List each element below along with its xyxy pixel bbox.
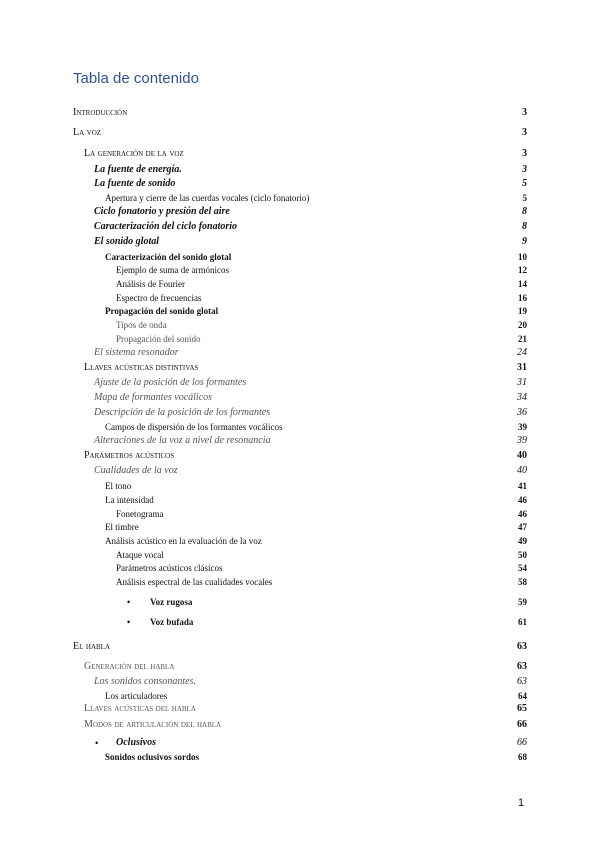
toc-entry-fuente-energia[interactable] — [0, 163, 600, 177]
toc-entry-llaves-acusticas[interactable] — [0, 361, 600, 375]
toc-entry-page: 3 — [522, 164, 527, 175]
toc-entry-label: Propagación del sonido glotal — [105, 306, 219, 316]
toc-entry-voz-bufada[interactable] — [0, 615, 600, 629]
toc-entry-label: Ejemplo de suma de armónicos — [116, 265, 229, 275]
toc-entry-oclusivos-sordos[interactable] — [0, 750, 600, 764]
toc-entry-label: Ciclo fonatorio y presión del aire — [94, 206, 230, 217]
toc-entry-page: 50 — [518, 550, 527, 560]
toc-entry-modos-articulacion[interactable] — [0, 718, 600, 732]
toc-entry-campos-dispersion[interactable] — [0, 420, 600, 434]
toc-entry-generacion-voz[interactable] — [0, 147, 600, 161]
toc-entry-label: Los articuladores — [105, 691, 168, 701]
toc-entry-label: Propagación del sonido — [116, 334, 201, 344]
bullet-icon: • — [127, 617, 131, 627]
toc-entry-label: Fonetograma — [116, 509, 164, 519]
toc-entry-page: 66 — [517, 719, 527, 730]
toc-entry-page: 24 — [517, 347, 527, 358]
toc-entry-label: Alteraciones de la voz a nivel de resonancia — [94, 435, 271, 446]
bullet-icon: • — [127, 597, 131, 607]
toc-entry-label: Tipos de onda — [116, 320, 167, 330]
toc-entry-fonetograma[interactable] — [0, 507, 600, 521]
toc-entry-label: Ajuste de la posición de los formantes — [94, 377, 247, 388]
toc-entry-page: 5 — [522, 193, 527, 203]
toc-entry-page: 46 — [518, 495, 527, 505]
toc-entry-page: 46 — [518, 509, 527, 519]
toc-entry-parametros-acusticos[interactable] — [0, 449, 600, 463]
toc-entry-mapa-formantes[interactable] — [0, 391, 600, 405]
toc-entry-apertura-cierre[interactable] — [0, 191, 600, 205]
toc-entry-label: El timbre — [105, 522, 139, 532]
toc-entry-label: El sistema resonador — [94, 347, 179, 358]
toc-entry-page: 63 — [517, 676, 527, 687]
toc-entry-label: El sonido glotal — [94, 236, 160, 247]
toc-entry-page: 47 — [518, 522, 527, 532]
toc-entry-label: Los sonidos consonantes. — [94, 676, 196, 687]
toc-entry-page: 36 — [517, 407, 527, 418]
toc-entry-caracterizacion-sonido[interactable] — [0, 250, 600, 264]
toc-entry-sonidos-consonantes[interactable] — [0, 675, 600, 689]
toc-entry-cualidades-voz[interactable] — [0, 464, 600, 478]
toc-entry-page: 3 — [522, 107, 527, 118]
toc-entry-label: Ataque vocal — [116, 550, 164, 560]
toc-entry-label: Cualidades de la voz — [94, 465, 178, 476]
toc-entry-ataque-vocal[interactable] — [0, 548, 600, 562]
page-number: 1 — [518, 797, 525, 809]
toc-entry-label: Análisis de Fourier — [116, 279, 185, 289]
toc-entry-introduccion[interactable] — [0, 106, 600, 120]
toc-entry-page: 5 — [522, 178, 527, 189]
toc-entry-page: 63 — [517, 641, 527, 652]
toc-entry-page: 39 — [517, 435, 527, 446]
toc-entry-label: La voz — [73, 127, 102, 138]
toc-entry-label: Análisis espectral de las cualidades vocales — [116, 577, 273, 587]
toc-entry-label: Voz bufada — [150, 617, 194, 627]
toc-entry-page: 64 — [518, 691, 527, 701]
toc-entry-label: Espectro de frecuencias — [116, 293, 202, 303]
toc-entry-sonido-glotal[interactable] — [0, 235, 600, 249]
toc-entry-page: 21 — [518, 334, 527, 344]
toc-entry-el-tono[interactable] — [0, 479, 600, 493]
toc-entry-oclusivos[interactable] — [0, 736, 600, 750]
toc-entry-el-timbre[interactable] — [0, 520, 600, 534]
toc-entry-page: 59 — [518, 597, 527, 607]
toc-entry-label: Análisis acústico en la evaluación de la voz — [105, 536, 262, 546]
toc-entry-page: 41 — [518, 481, 527, 491]
toc-entry-label: Mapa de formantes vocálicos — [94, 392, 213, 403]
toc-entry-la-voz[interactable] — [0, 126, 600, 140]
toc-entry-label: La fuente de energía. — [94, 164, 182, 175]
toc-entry-page: 66 — [517, 737, 527, 748]
toc-entry-label: La generación de la voz — [84, 148, 184, 159]
toc-entry-alteraciones-voz[interactable] — [0, 434, 600, 448]
toc-entry-sistema-resonador[interactable] — [0, 346, 600, 360]
toc-entry-analisis-acustico[interactable] — [0, 534, 600, 548]
toc-entry-label: Parámetros acústicos clásicos — [116, 563, 223, 573]
toc-entry-page: 49 — [518, 536, 527, 546]
toc-entry-label: El tono — [105, 481, 132, 491]
bullet-icon: • — [95, 738, 99, 748]
toc-entry-page: 8 — [522, 221, 527, 232]
toc-entry-label: Caracterización del ciclo fonatorio — [94, 221, 238, 232]
toc-entry-analisis-fourier[interactable] — [0, 277, 600, 291]
toc-title: Tabla de contenido — [73, 70, 199, 87]
toc-entry-label: Modos de articulación del habla — [84, 719, 222, 730]
toc-entry-propagacion-glotal[interactable] — [0, 304, 600, 318]
toc-entry-page: 63 — [517, 661, 527, 672]
toc-entry-label: La fuente de sonido — [94, 178, 176, 189]
toc-entry-label: Voz rugosa — [150, 597, 193, 607]
toc-entry-label: Campos de dispersión de los formantes vocálicos — [105, 422, 283, 432]
toc-entry-tipos-onda[interactable] — [0, 318, 600, 332]
toc-entry-ajuste-formantes[interactable] — [0, 376, 600, 390]
toc-entry-label: Apertura y cierre de las cuerdas vocales (ciclo fonatorio) — [105, 193, 310, 203]
toc-entry-page: 20 — [518, 320, 527, 330]
toc-entry-ciclo-presion[interactable] — [0, 205, 600, 219]
toc-entry-page: 40 — [517, 465, 527, 476]
toc-entry-page: 39 — [518, 422, 527, 432]
toc-entry-label: Parámetros acústicos — [84, 450, 175, 461]
toc-entry-page: 58 — [518, 577, 527, 587]
toc-entry-label: Sonidos oclusivos sordos — [105, 752, 200, 762]
toc-entry-label: La intensidad — [105, 495, 154, 505]
toc-entry-label: Oclusivos — [116, 737, 156, 748]
toc-entry-caracterizacion-ciclo[interactable] — [0, 220, 600, 234]
toc-entry-page: 61 — [518, 617, 527, 627]
toc-entry-generacion-habla[interactable] — [0, 660, 600, 674]
toc-entry-page: 31 — [517, 377, 527, 388]
toc-entry-label: Llaves acústicas distintivas — [84, 362, 199, 373]
toc-entry-page: 8 — [522, 206, 527, 217]
toc-entry-descripcion-formantes[interactable] — [0, 406, 600, 420]
toc-entry-page: 34 — [517, 392, 527, 403]
toc-entry-el-habla[interactable] — [0, 640, 600, 654]
toc-entry-page: 40 — [517, 450, 527, 461]
toc-entry-label: Generación del habla — [84, 661, 175, 672]
toc-entry-suma-armonicos[interactable] — [0, 263, 600, 277]
toc-entry-label: Llaves acústicas del habla — [84, 703, 196, 714]
toc-entry-page: 19 — [518, 306, 527, 316]
toc-entry-page: 54 — [518, 563, 527, 573]
toc-entry-articuladores[interactable] — [0, 689, 600, 703]
toc-entry-voz-rugosa[interactable] — [0, 595, 600, 609]
toc-entry-page: 14 — [518, 279, 527, 289]
toc-entry-llaves-habla[interactable] — [0, 702, 600, 716]
toc-entry-page: 65 — [517, 703, 527, 714]
toc-entry-label: Descripción de la posición de los formantes — [94, 407, 271, 418]
toc-entry-page: 12 — [518, 265, 527, 275]
toc-entry-page: 10 — [518, 252, 527, 262]
toc-entry-page: 68 — [518, 752, 527, 762]
toc-entry-page: 31 — [517, 362, 527, 373]
toc-entry-label: Introducción — [73, 107, 128, 118]
toc-entry-fuente-sonido[interactable] — [0, 177, 600, 191]
toc-entry-parametros-clasicos[interactable] — [0, 561, 600, 575]
toc-entry-label: El habla — [73, 641, 110, 652]
toc-entry-propagacion-sonido[interactable] — [0, 332, 600, 346]
toc-entry-analisis-espectral[interactable] — [0, 575, 600, 589]
toc-entry-label: Caracterización del sonido glotal — [105, 252, 232, 262]
toc-entry-page: 9 — [522, 236, 527, 247]
toc-entry-page: 3 — [522, 148, 527, 159]
toc-entry-la-intensidad[interactable] — [0, 493, 600, 507]
toc-entry-page: 3 — [522, 127, 527, 138]
toc-entry-page: 16 — [518, 293, 527, 303]
toc-entry-espectro-frecuencias[interactable] — [0, 291, 600, 305]
